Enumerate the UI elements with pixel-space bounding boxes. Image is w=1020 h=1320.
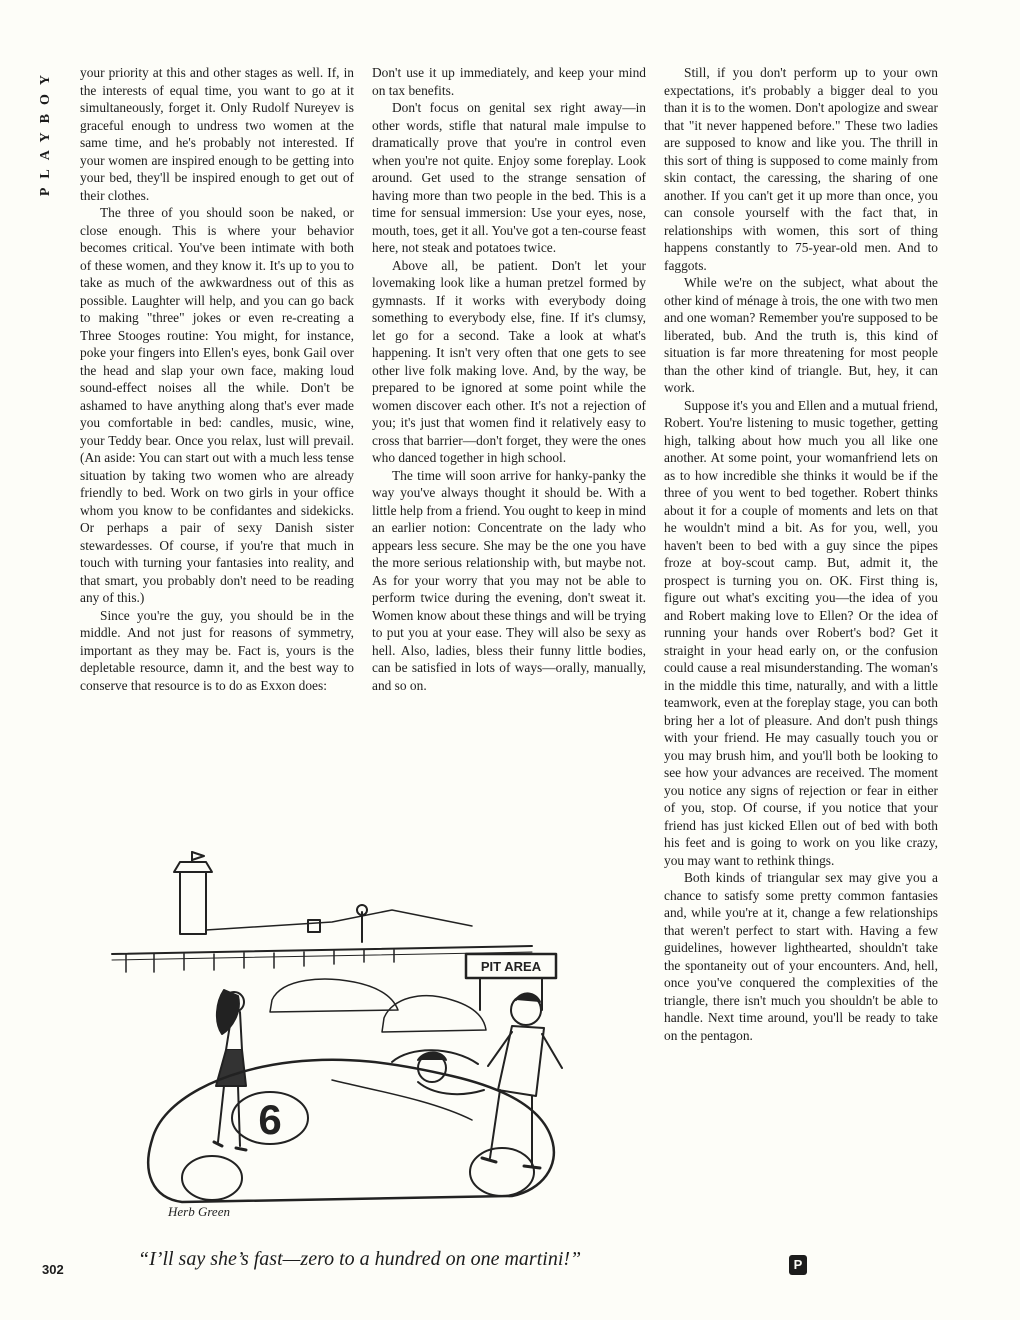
artist-signature: Herb Green <box>168 1204 230 1219</box>
paragraph: your priority at this and other stages as well. If, in the interests of equal time, you want to go at it simultaneously, forget it. Only Rudolf Nureyev is graceful enough to undress two women at the same time, and he's probably not interested. If your women are inspired enough to be getting into your bed, they'll be inspired enough to get out of their clothes. <box>80 65 354 203</box>
paragraph: Don't focus on genital sex right away—in other words, stifle that natural male impulse to dramatically prove that you're in control even when you're not quite. Enjoy some foreplay. Look around. Get used to the strange sensation of having more than two people in the bed. This is a time for sensual immersion: Use your eyes, nose, mouth, toes, get it all. You've got a ten-course feast here, not steak and potatoes twice. <box>372 100 646 255</box>
cartoon-illustration <box>92 850 620 1230</box>
sign-text: PIT AREA <box>480 959 542 974</box>
race-car-drawing <box>148 1050 554 1202</box>
article-column-2 <box>372 64 646 694</box>
background-race-cars <box>270 979 486 1032</box>
paragraph: Above all, be patient. Don't let your lovemaking look like a human pretzel formed by gymnasts. If it works with everybody doing something to everybody else, fine. If it's clumsy, let go for a second. Take a look at what's happening. It isn't very often that one gets to see other live folk making love. And, by the way, be prepared to be ignored at some point while the women discover each other. It's not a rejection of you; it's just that women find it relatively easy to cross that barrier—don't forget, they were the ones who danced together in high school. <box>372 257 646 465</box>
page-number: 302 <box>42 1262 64 1277</box>
car-number: 6 <box>258 1096 282 1143</box>
paragraph: Still, if you don't perform up to your own expectations, it's probably a bigger deal to you than it is to the women. Don't apologize and swear that "it never happened before." These two ladies are supposed to know and like you. The thrill in this sort of thing is supposed to come mainly from skin contact, the caressing, the sharing of one another. If you can't get it up more than once, you can console yourself with the fact that, in relationships with women, this sort of thing happens constantly to 75-year-old men. And to faggots. <box>664 65 938 273</box>
paragraph: Both kinds of triangular sex may give you a chance to satisfy some pretty common fantasies and, while you're at it, change a few relationships that weren't perfect to start with. Having a few guidelines, however lighthearted, shouldn't take the spontaneity out of your encounters. And, hell, once you've conquered the complexities of the triangle, there isn't much you shouldn't be able to handle. Next time around, you'll be ready to take on the pentagon. <box>664 870 938 1043</box>
paragraph: Suppose it's you and Ellen and a mutual friend, Robert. You're listening to music together, getting high, talking about how much you all like one another. At some point, your womanfriend lets on as to how incredible she thinks it would be if the three of you went to bed together. Robert thinks about it for a couple of moments and lets on that he wouldn't mind a bit. As for you, well, you haven't been to bed with a guy since the pipes froze at boy-scout camp. But, admit it, the prospect is turning you on. OK. First thing is, figure out what's exciting you—the idea of you and Robert making love to Ellen? Or the idea of running your hands over Robert's bod? Get it straight in your head early on, or the confusion could cause a real misunderstanding. The woman's in the middle this time, naturally, and with a little teamwork, even at the foreplay stage, you can both bring her a lot of pleasure. And don't push things with your friend. He may casually touch you or you may brush him, and you'll both be looking to see how your advances are received. The moment you notice any signs of rejection or fear in either of you, stop. Of course, if you notice that your friend has just kicked Ellen out of bed with both his feet and is going to work on you like crazy, you may want to rethink things. <box>664 397 938 868</box>
paragraph: The time will soon arrive for hanky-panky the way you've always thought it should be. With a little help from a friend. You ought to keep in mind an earlier notion: Concentrate on the lady who appears less secure. She may be the one you have the more serious relationship with, but maybe not. As for your worry that you may not be able to perform twice during the evening, don't sweat it. Women know about these things and will be trying to put you at your ease. They will also be sexy as hell. Also, ladies, bless their funny little bodies, can be satisfied in lots of ways—orally, manually, and so on. <box>372 467 646 693</box>
article-column-1 <box>80 64 354 694</box>
rabbit-end-mark-icon: P <box>789 1255 807 1275</box>
mechanic-figure <box>482 993 562 1168</box>
paragraph: Don't use it up immediately, and keep your mind on tax benefits. <box>372 65 646 98</box>
paragraph: Since you're the guy, you should be in the middle. And not just for reasons of symmetry, important as they may be. Fact is, yours is the depletable resource, damn it, and the best way to conserve that resource is to do as Exxon does: <box>80 607 354 693</box>
woman-figure <box>214 990 246 1150</box>
magazine-brand-vertical: PLAYBOY <box>38 66 53 197</box>
pit-area-sign <box>466 954 556 1010</box>
paragraph: While we're on the subject, what about the other kind of ménage à trois, the one with two men and one woman? Remember you're supposed to be liberated, bub. And the truth is, this kind of situation is far more threatening for most people than the other kind of triangle. But, hey, it can work. <box>664 275 938 395</box>
paragraph: The three of you should soon be naked, or close enough. This is where your behavior becomes critical. You've been intimate with both of these women, and they know it. It's up to you to take as much of the awkwardness out of this as possible. Laughter will help, and you can go back to making "three" jokes or even re-creating a Three Stooges routine: You might, for instance, poke your fingers into Ellen's eyes, bonk Gail over the head and slap your own face, making loud sound-effect noises all the while. Don't be ashamed to have anything along that's ever made you comfortable in bed: candles, music, wine, your Teddy bear. Once you relax, lust will prevail. (An aside: You can start out with a much less tense situation by taking two women who are already friendly to bed. Work on two girls in your office whom you know to be confidantes and sidekicks. Or perhaps a pair of sexy Danish sister stewardesses. Of course, if you're that much in touch with turning your fantasies into reality, and that smart, you probably don't need to be reading any of this.) <box>80 205 354 605</box>
driver-figure <box>418 1053 484 1095</box>
article-column-3 <box>664 64 938 1044</box>
cartoon-caption: “I’ll say she’s fast—zero to a hundred on one martini!” <box>138 1248 582 1270</box>
